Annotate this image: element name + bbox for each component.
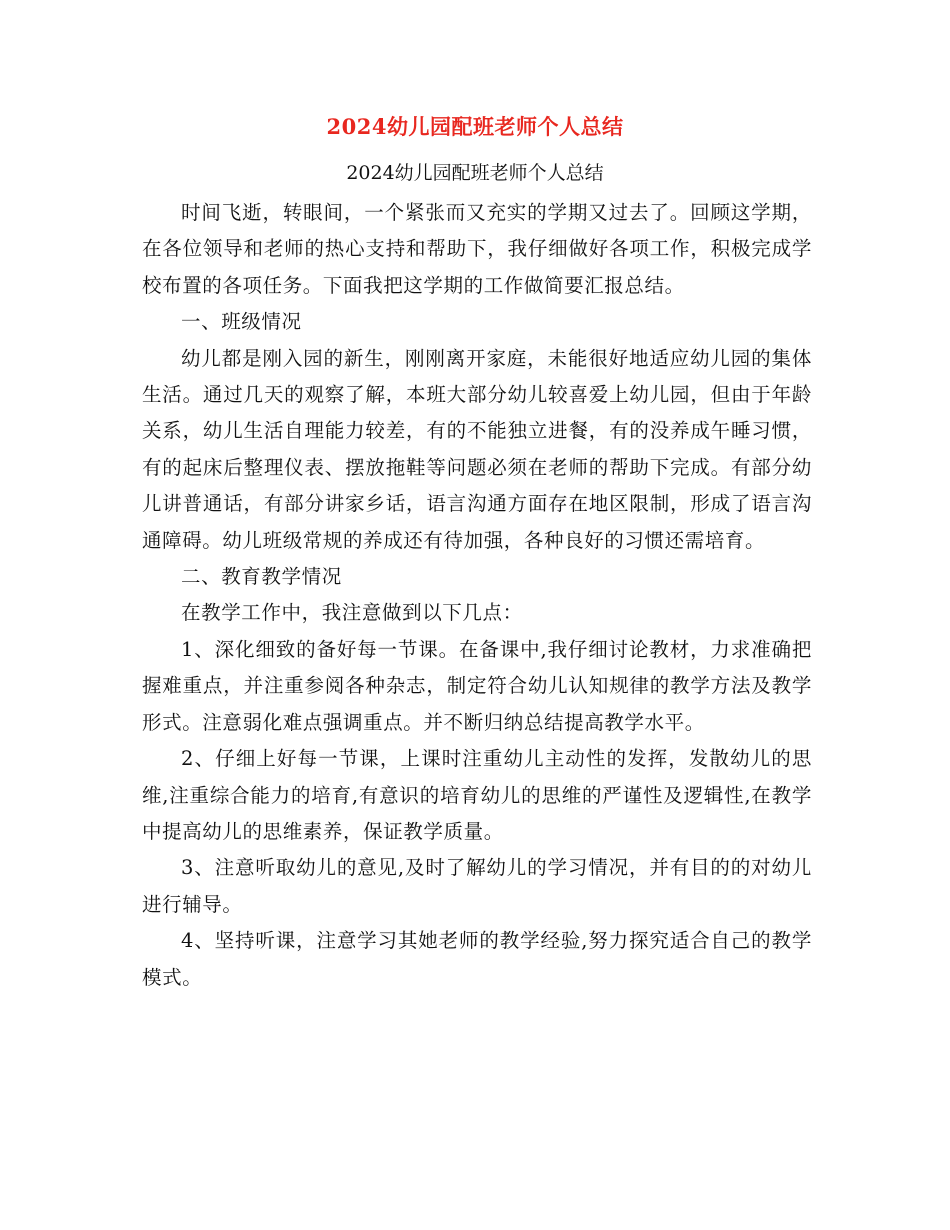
paragraph-point-3: 3、注意听取幼儿的意见,及时了解幼儿的学习情况，并有目的的对幼儿进行辅导。: [142, 856, 812, 916]
document-subtitle: 2024幼儿园配班老师个人总结: [346, 162, 604, 184]
document-title: 2024幼儿园配班老师个人总结: [326, 114, 624, 139]
paragraph-teaching-intro: 在教学工作中，我注意做到以下几点：: [181, 601, 523, 625]
paragraph-point-2: 2、仔细上好每一节课，上课时注重幼儿主动性的发挥，发散幼儿的思维,注重综合能力的培育,有意识的培育幼儿的思维的严谨性及逻辑性,在教学中提高幼儿的思维素养，保证教学质量。: [142, 747, 812, 843]
section-heading-class-situation: 一、班级情况: [181, 310, 302, 334]
section-heading-teaching: 二、教育教学情况: [181, 565, 342, 589]
paragraph-point-1: 1、深化细致的备好每一节课。在备课中,我仔细讨论教材，力求准确把握难重点，并注重参阅各种杂志，制定符合幼儿认知规律的教学方法及教学形式。注意弱化难点强调重点。并不断归纳总结提高教学水平。: [142, 637, 812, 734]
paragraph-class-situation: 幼儿都是刚入园的新生，刚刚离开家庭，未能很好地适应幼儿园的集体生活。通过几天的观察了解，本班大部分幼儿较喜爱上幼儿园，但由于年龄关系，幼儿生活自理能力较差，有的不能独立进餐，有的没养成午睡习惯，有的起床后整理仪表、摆放拖鞋等问题必须在老师的帮助下完成。有部分幼儿讲普通话，有部分讲家乡话，语言沟通方面存在地区限制，形成了语言沟通障碍。幼儿班级常规的养成还有待加强，各种良好的习惯还需培育。: [142, 346, 812, 552]
paragraph-intro: 时间飞逝，转眼间，一个紧张而又充实的学期又过去了。回顾这学期，在各位领导和老师的热心支持和帮助下，我仔细做好各项工作，积极完成学校布置的各项任务。下面我把这学期的工作做简要汇报总结。: [142, 201, 812, 297]
document-body: [142, 195, 812, 996]
paragraph-point-4: 4、坚持听课，注意学习其她老师的教学经验,努力探究适合自己的教学模式。: [142, 929, 812, 989]
